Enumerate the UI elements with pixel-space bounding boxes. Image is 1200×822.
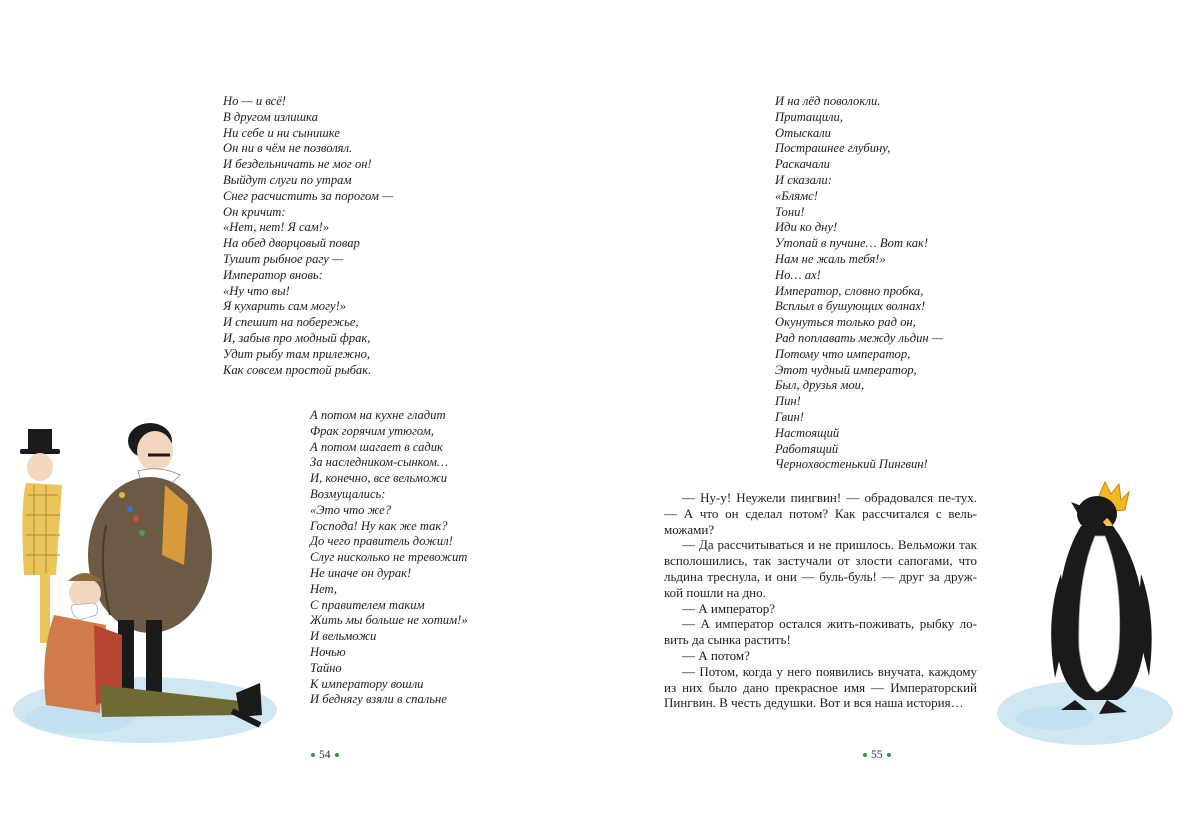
text-line: Притащили, <box>775 109 843 124</box>
text-line: И, забыв про модный фрак, <box>223 330 371 345</box>
text-line: Тайно <box>310 660 342 675</box>
text-line: Не иначе он дурак! <box>310 565 412 580</box>
text-line: «Это что же? <box>310 502 392 517</box>
text-line: Снег расчистить за порогом — <box>223 188 394 203</box>
text-line: С правителем таким <box>310 597 425 612</box>
text-line: И бездельничать не мог он! <box>223 157 372 172</box>
text-line: Император, словно пробка, <box>775 283 924 298</box>
text-line: Работящий <box>775 441 839 456</box>
text-line: Он ни в чём не позволял. <box>223 141 353 156</box>
text-line: На обед дворцовый повар <box>223 236 360 251</box>
text-line: В другом излишка <box>223 109 318 124</box>
text-line: «Блямс! <box>775 188 818 203</box>
page-number-left-text: 54 <box>319 749 331 761</box>
text-line: И на лёд поволокли. <box>775 94 881 108</box>
text-line: Ночью <box>310 644 346 659</box>
text-line: Пострашнее глубину, <box>775 141 891 156</box>
text-line: Раскачали <box>775 157 830 172</box>
text-line: «Ну что вы! <box>223 283 290 298</box>
text-line: Жить мы больше не хотим!» <box>310 613 468 628</box>
text-line: — А император остался жить-поживать, рыбку ло-вить да сынка растить! <box>664 616 977 648</box>
text-line: Выйдут слуги по утрам <box>223 172 352 187</box>
verse-left-top <box>223 94 393 378</box>
text-line: Фрак горячим утюгом, <box>310 423 434 438</box>
text-line: Иди ко дну! <box>775 220 838 235</box>
text-line: И, конечно, все вельможи <box>310 471 448 486</box>
folio-dot-icon <box>335 753 339 757</box>
text-line: Но… ах! <box>775 267 821 282</box>
text-line: И беднягу взяли в спальне <box>310 692 447 707</box>
text-line: И вельможи <box>310 629 377 644</box>
text-line: Рад поплавать между льдин — <box>775 330 943 345</box>
text-line: Утопай в пучине… Вот как! <box>775 236 929 251</box>
text-line: А потом на кухне гладит <box>310 408 446 422</box>
text-line: Потому что император, <box>775 346 911 361</box>
text-line: Был, друзья мои, <box>775 378 865 393</box>
folio-dot-icon <box>887 753 891 757</box>
text-line: И спешит на побережье, <box>223 315 359 330</box>
text-line: И сказали: <box>775 172 832 187</box>
text-line: Как совсем простой рыбак. <box>223 362 372 377</box>
text-line: За наследником-сынком… <box>310 455 449 470</box>
text-line: — Потом, когда у него появились внучата, каждому из них было дано прекрасное имя — Императорский Пингвин. В честь дедушки. Вот и вся наша история… <box>664 663 977 711</box>
text-line: Гвин! <box>775 409 804 424</box>
text-line: Чернохвостенький Пингвин! <box>775 457 928 472</box>
prose-right <box>664 490 977 711</box>
text-line: К императору вошли <box>310 676 424 691</box>
text-line: Нам не жаль тебя!» <box>775 251 886 266</box>
text-line: До чего правитель дожил! <box>310 534 453 549</box>
text-line: — А император? <box>682 600 776 616</box>
text-line: Император вновь: <box>223 267 323 282</box>
folio-dot-icon <box>311 753 315 757</box>
page-number-left <box>311 749 339 761</box>
text-line: Ни себе и ни сынишке <box>223 125 340 140</box>
text-line: Тони! <box>775 204 805 219</box>
text-line: Окунуться только рад он, <box>775 315 916 330</box>
text-line: А потом шагает в садик <box>310 439 443 454</box>
text-line: — Да рассчитываться и не пришлось. Вельможи так всполошились, так застучали от злости сапогами, что льдина треснула, и они — буль-буль! — друг за друж-кой пошли на дно. <box>664 537 977 600</box>
courtiers-illustration <box>10 415 290 750</box>
text-line: Я кухарить сам могу!» <box>223 299 347 314</box>
page-number-right <box>863 749 891 761</box>
verse-right-top <box>775 94 943 473</box>
text-line: Возмущались: <box>310 486 386 501</box>
text-line: Он кричит: <box>223 204 286 219</box>
text-line: Отыскали <box>775 125 831 140</box>
text-line: «Нет, нет! Я сам!» <box>223 220 330 235</box>
text-line: Всплыл в бушующих волнах! <box>775 299 926 314</box>
text-line: Тушит рыбное рагу — <box>223 251 344 266</box>
text-line: — А потом? <box>682 647 750 663</box>
folio-dot-icon <box>863 753 867 757</box>
text-line: Слуг нисколько не тревожит <box>310 550 468 565</box>
text-line: Господа! Ну как же так? <box>310 518 448 533</box>
text-line: Нет, <box>310 581 338 596</box>
penguin-emperor-illustration <box>995 478 1185 753</box>
text-line: Но — и всё! <box>223 94 287 108</box>
page-number-right-text: 55 <box>871 749 883 761</box>
text-line: Настоящий <box>775 425 840 440</box>
text-line: Этот чудный император, <box>775 362 917 377</box>
text-line: — Ну-у! Неужели пингвин! — обрадовался пе-тух. — А что он сделал потом? Как рассчитался с вель-можами? <box>664 490 977 537</box>
verse-left-bottom <box>310 408 468 708</box>
text-line: Удит рыбу там прилежно, <box>223 346 371 361</box>
text-line: Пин! <box>775 394 801 409</box>
